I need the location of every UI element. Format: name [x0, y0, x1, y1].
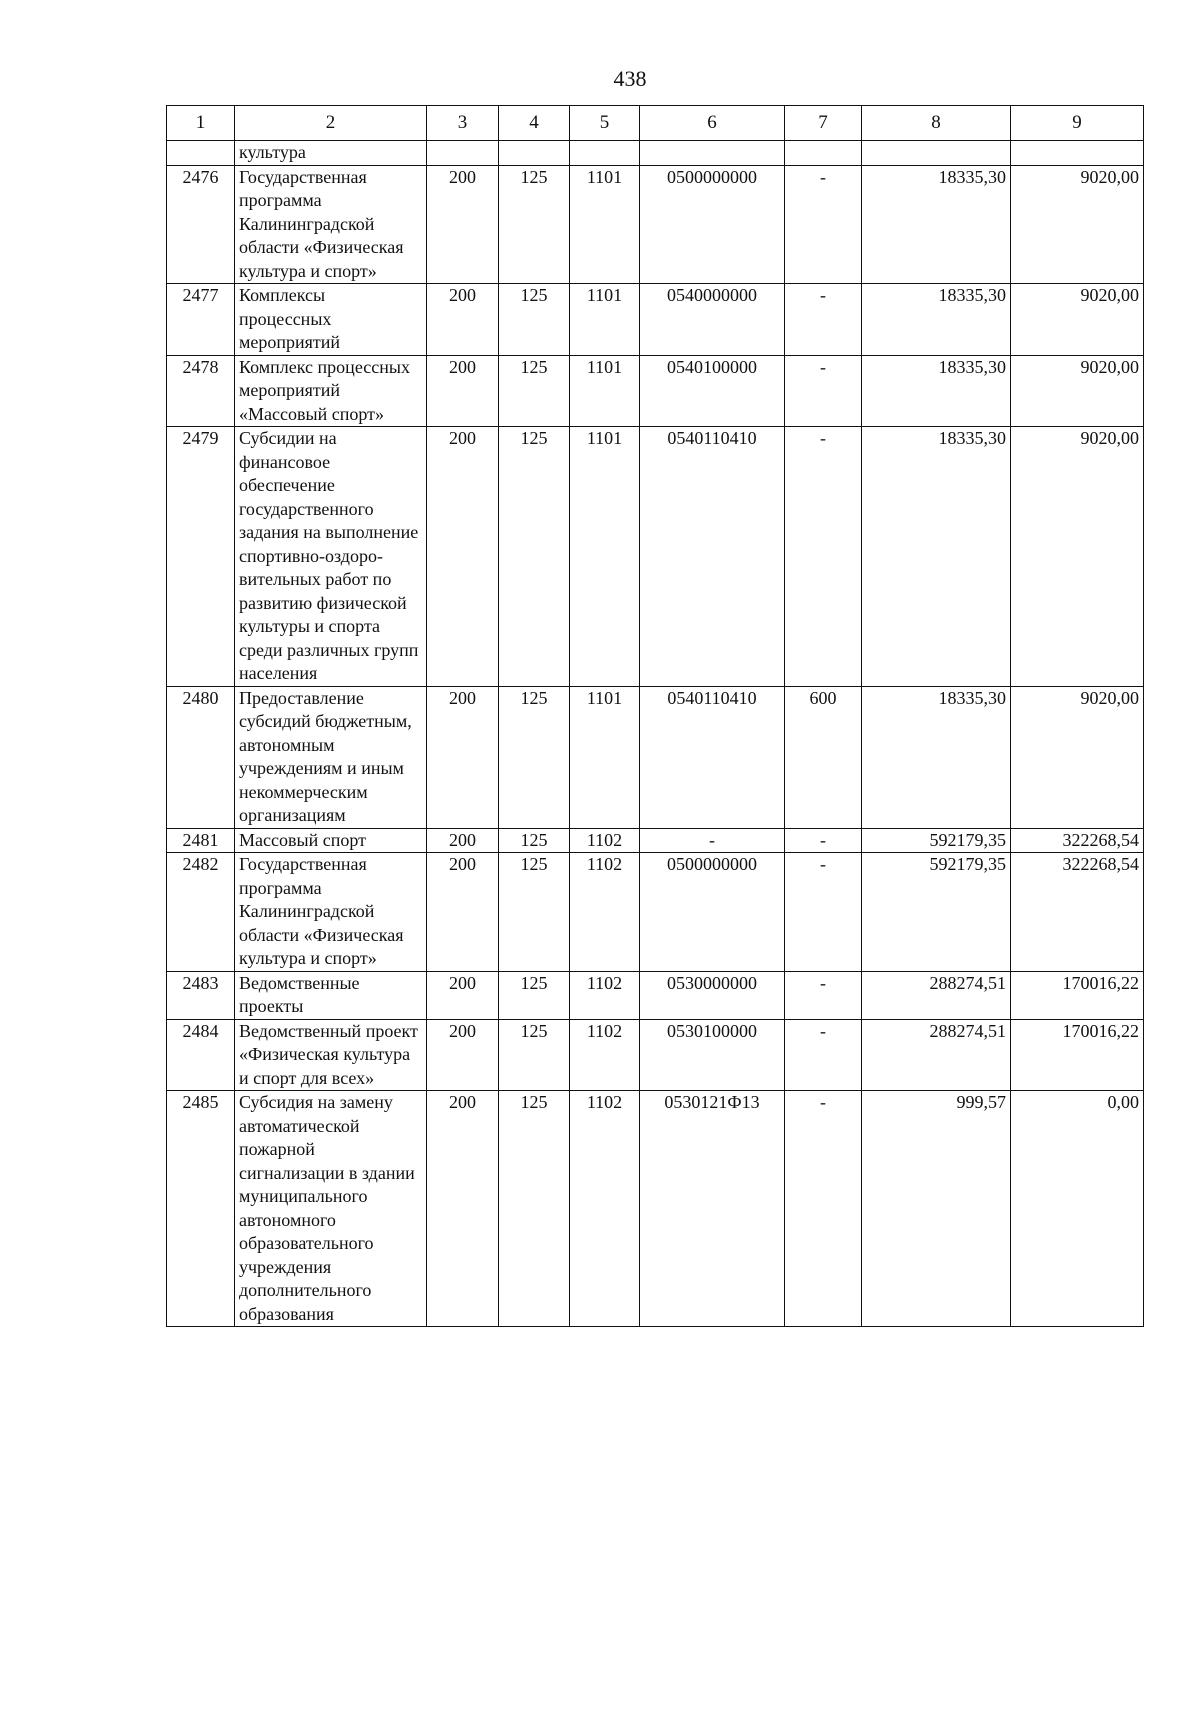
- cell-col9: 9020,00: [1011, 686, 1144, 828]
- cell-col9: 9020,00: [1011, 165, 1144, 284]
- table-row: [167, 1091, 1144, 1327]
- cell-col5: 1101: [570, 165, 640, 284]
- cell-col8: 18335,30: [862, 686, 1011, 828]
- cell-col7: -: [785, 427, 862, 687]
- cell-col5: 1102: [570, 828, 640, 853]
- cell-col5: 1101: [570, 427, 640, 687]
- column-header: 3: [427, 106, 499, 141]
- cell-col4: 125: [499, 427, 570, 687]
- cell-col4: 125: [499, 971, 570, 1019]
- cell-col6: 0540110410: [640, 427, 785, 687]
- cell-name: Ведомственные проекты: [235, 971, 427, 1019]
- continuation-row: [167, 141, 1144, 166]
- column-header: 4: [499, 106, 570, 141]
- cell-col7: -: [785, 165, 862, 284]
- cell-col9: 0,00: [1011, 1091, 1144, 1327]
- cell-col7: -: [785, 1091, 862, 1327]
- cell-col3: 200: [427, 1091, 499, 1327]
- cell-num: 2479: [167, 427, 235, 687]
- cell-col5: 1102: [570, 1019, 640, 1091]
- cell-name: Государственная программа Калининградской области «Физическая культура и спорт»: [235, 853, 427, 972]
- cell-col3: 200: [427, 355, 499, 427]
- cell-name: Комплекс процессных мероприятий «Массовый спорт»: [235, 355, 427, 427]
- cell-col6: 0500000000: [640, 853, 785, 972]
- table-row: [167, 284, 1144, 356]
- cell-col8: 592179,35: [862, 828, 1011, 853]
- column-header: 1: [167, 106, 235, 141]
- table-row: [167, 828, 1144, 853]
- column-header: 7: [785, 106, 862, 141]
- cell-col7: -: [785, 1019, 862, 1091]
- column-header: 2: [235, 106, 427, 141]
- cell-num: 2477: [167, 284, 235, 356]
- cell-col7: -: [785, 828, 862, 853]
- cell-col7: -: [785, 355, 862, 427]
- cell-col8: 18335,30: [862, 355, 1011, 427]
- cell-col3: 200: [427, 686, 499, 828]
- cell-num: 2484: [167, 1019, 235, 1091]
- cell-col6: 0540000000: [640, 284, 785, 356]
- cell-num: 2481: [167, 828, 235, 853]
- cell-col4: 125: [499, 1091, 570, 1327]
- cell-col4: 125: [499, 853, 570, 972]
- cell-col9: 322268,54: [1011, 853, 1144, 972]
- cell-num: 2485: [167, 1091, 235, 1327]
- cell-col8: 592179,35: [862, 853, 1011, 972]
- cell-col8: 18335,30: [862, 284, 1011, 356]
- cell-num: 2483: [167, 971, 235, 1019]
- cell-col3: 200: [427, 828, 499, 853]
- cell-col4: 125: [499, 355, 570, 427]
- cell-col3: 200: [427, 165, 499, 284]
- cell-col4: 125: [499, 1019, 570, 1091]
- cell-name: Субсидии на финансовое обеспечение государственного задания на выполнение спортивно-оздоро-вительных работ по развитию физической культуры и спорта среди различных групп населения: [235, 427, 427, 687]
- cell-col3: 200: [427, 971, 499, 1019]
- cell-col4: 125: [499, 828, 570, 853]
- cell-name: культура: [235, 141, 427, 166]
- cell-col8: 288274,51: [862, 1019, 1011, 1091]
- cell-col9: 9020,00: [1011, 355, 1144, 427]
- table-row: [167, 165, 1144, 284]
- cell-col7: -: [785, 853, 862, 972]
- cell-col6: 0500000000: [640, 165, 785, 284]
- cell-col7: -: [785, 971, 862, 1019]
- cell-col9: 170016,22: [1011, 971, 1144, 1019]
- cell-col5: 1101: [570, 355, 640, 427]
- column-header: 8: [862, 106, 1011, 141]
- cell-name: Массовый спорт: [235, 828, 427, 853]
- column-header: 9: [1011, 106, 1144, 141]
- cell-col6: 0530100000: [640, 1019, 785, 1091]
- cell-col3: 200: [427, 853, 499, 972]
- cell-name: Государственная программа Калининградской области «Физическая культура и спорт»: [235, 165, 427, 284]
- table-row: [167, 427, 1144, 687]
- cell-name: Комплексы процессных мероприятий: [235, 284, 427, 356]
- table-row: [167, 853, 1144, 972]
- column-header: 6: [640, 106, 785, 141]
- cell-col6: 0540110410: [640, 686, 785, 828]
- cell-num: 2476: [167, 165, 235, 284]
- page-number: 438: [613, 66, 647, 91]
- cell-col6: 0530121Ф13: [640, 1091, 785, 1327]
- cell-col7: -: [785, 284, 862, 356]
- cell-col5: 1101: [570, 686, 640, 828]
- cell-col5: 1102: [570, 971, 640, 1019]
- cell-col7: 600: [785, 686, 862, 828]
- cell-col5: 1102: [570, 1091, 640, 1327]
- column-header: 5: [570, 106, 640, 141]
- cell-col9: 170016,22: [1011, 1019, 1144, 1091]
- cell-num: [167, 141, 235, 166]
- table-row: [167, 355, 1144, 427]
- cell-col3: 200: [427, 1019, 499, 1091]
- cell-num: 2480: [167, 686, 235, 828]
- cell-num: 2482: [167, 853, 235, 972]
- cell-col5: 1101: [570, 284, 640, 356]
- cell-col9: 322268,54: [1011, 828, 1144, 853]
- cell-col8: 18335,30: [862, 165, 1011, 284]
- table-row: [167, 686, 1144, 828]
- cell-col3: 200: [427, 284, 499, 356]
- cell-col6: 0540100000: [640, 355, 785, 427]
- cell-col3: 200: [427, 427, 499, 687]
- cell-col4: 125: [499, 284, 570, 356]
- cell-col9: 9020,00: [1011, 284, 1144, 356]
- cell-col8: 288274,51: [862, 971, 1011, 1019]
- cell-name: Предоставление субсидий бюджетным, автономным учреждениям и иным некоммерческим организациям: [235, 686, 427, 828]
- table-row: [167, 971, 1144, 1019]
- header-row: [167, 106, 1144, 141]
- cell-name: Ведомственный проект «Физическая культура и спорт для всех»: [235, 1019, 427, 1091]
- cell-col8: 999,57: [862, 1091, 1011, 1327]
- cell-col4: 125: [499, 165, 570, 284]
- table-row: [167, 1019, 1144, 1091]
- budget-table: [166, 105, 1144, 1327]
- cell-num: 2478: [167, 355, 235, 427]
- cell-col9: 9020,00: [1011, 427, 1144, 687]
- cell-col6: -: [640, 828, 785, 853]
- cell-col4: 125: [499, 686, 570, 828]
- cell-col6: 0530000000: [640, 971, 785, 1019]
- cell-col5: 1102: [570, 853, 640, 972]
- cell-name: Субсидия на замену автоматической пожарной сигнализации в здании муниципального автономного образовательного учреждения дополнительного образования: [235, 1091, 427, 1327]
- cell-col8: 18335,30: [862, 427, 1011, 687]
